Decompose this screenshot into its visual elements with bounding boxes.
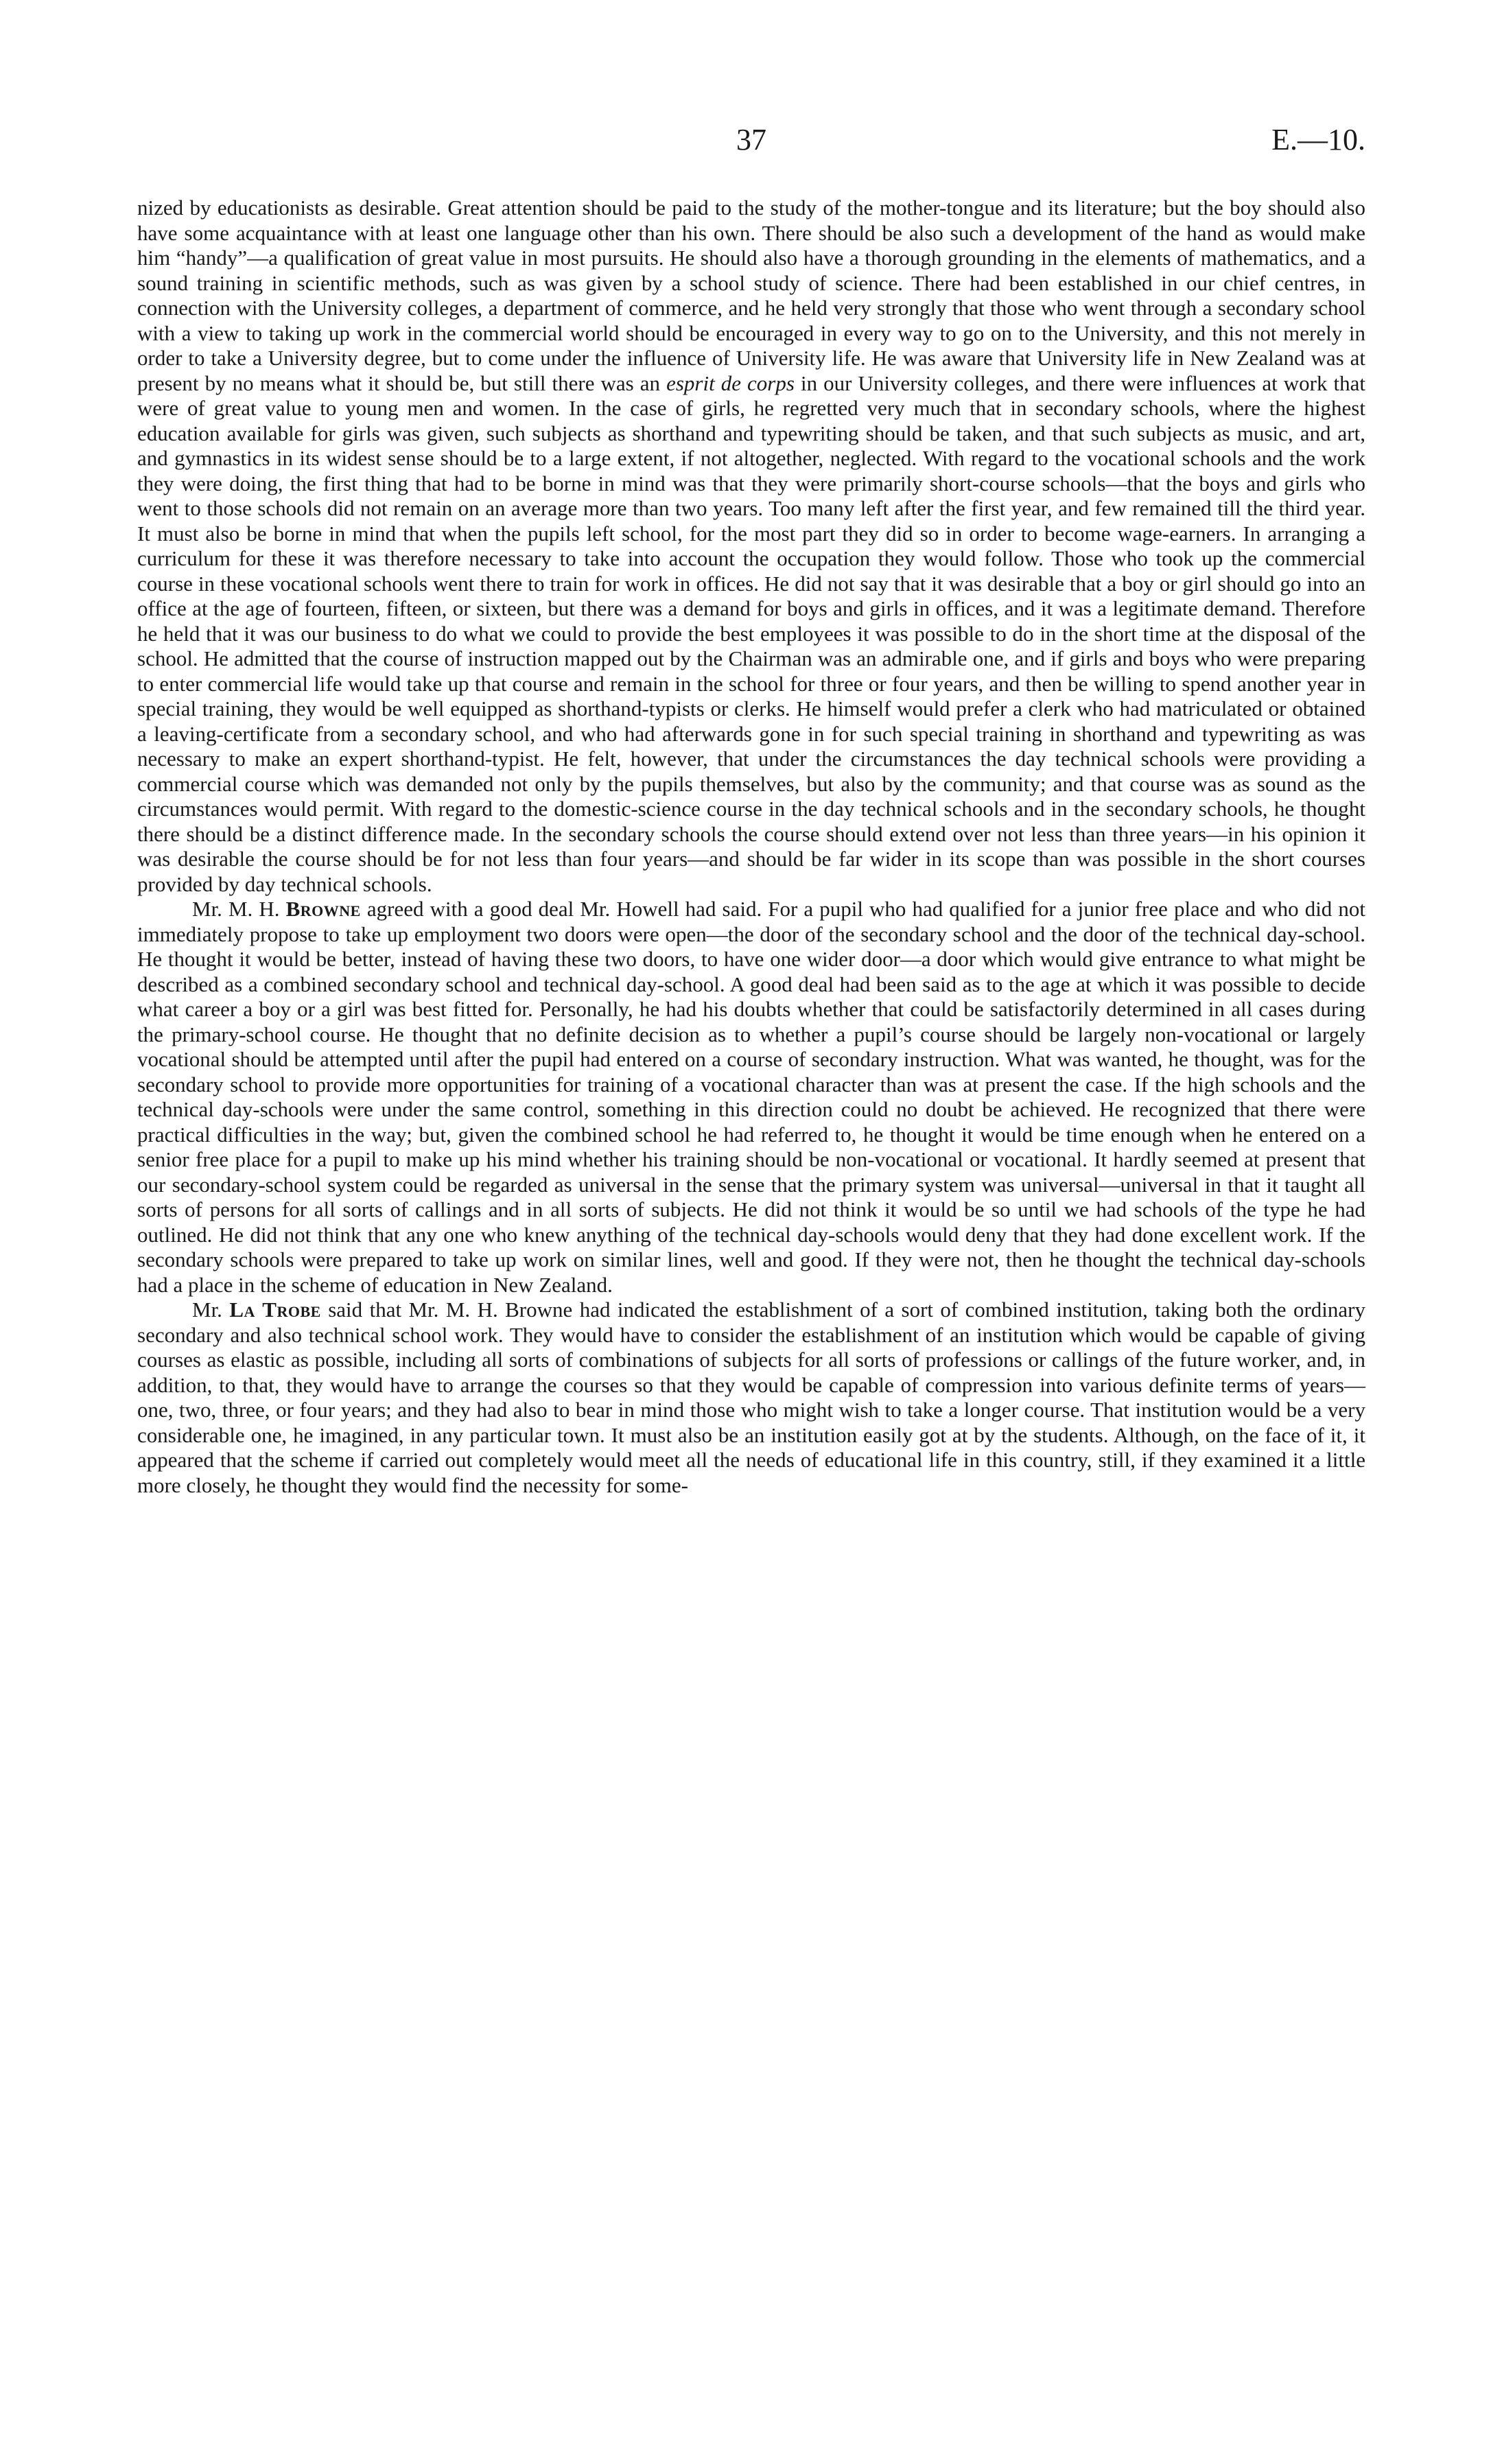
paragraph-browne [137, 897, 1365, 1298]
page-header [137, 122, 1365, 163]
paragraph-text: nized by educationists as desirable. Great attention should be paid to the study of the mother-tongue and its literature; but the boy should also have some acquaintance with at least one language other than his own. There should be also such a development of the hand as would make him “handy”—a qualification of great value in most pursuits. He should also have a thorough grounding in the elements of mathematics, and a sound training in scientific methods, such as was given by a school study of science. There had been established in our chief centres, in connection with the University colleges, a department of commerce, and he held very strongly that those who went through a secondary school with a view to taking up work in the commercial world should be encouraged in every way to go on to the University, and this not merely in order to take a University degree, but to come under the influence of University life. He was aware that University life in New Zealand was at present by no means what it should be, but still there was an [137, 196, 1365, 395]
paragraph-text: in our University colleges, and there were influences at work that were of great value to young men and women. In the case of girls, he regretted very much that in secondary schools, where the highest education available for girls was given, such subjects as shorthand and typewriting should be taken, and that such subjects as music, and art, and gymnastics in its widest sense should be to a large extent, if not altogether, neglected. With regard to the vocational schools and the work they were doing, the first thing that had to be borne in mind was that they were primarily short-course schools—that the boys and girls who went to those schools did not remain on an average more than two years. Too many left after the first year, and few remained till the third year. It must also be borne in mind that when the pupils left school, for the most part they did so in order to become wage-earners. In arranging a curriculum for these it was therefore necessary to take into account the occupation they would follow. Those who took up the commercial course in these vocational schools went there to train for work in offices. He did not say that it was desirable that a boy or girl should go into an office at the age of fourteen, fifteen, or sixteen, but there was a demand for boys and girls in offices, and it was a legitimate demand. Therefore he held that it was our business to do what we could to provide the best employees it was possible to do in the short time at the disposal of the school. He admitted that the course of instruction mapped out by the Chairman was an admirable one, and if girls and boys who were preparing to enter commercial life would take up that course and remain in the school for three or four years, and then be willing to spend another year in special training, they would be well equipped as shorthand-typists or clerks. He himself would prefer a clerk who had matriculated or obtained a leaving-certificate from a secondary school, and who had afterwards gone in for such special training in shorthand and typewriting as was necessary to make an expert shorthand-typist. He felt, however, that under the circumstances the day technical schools were providing a commercial course which was demanded not only by the pupils themselves, but also by the community; and that course was as sound as the circumstances would permit. With regard to the domestic-science course in the day technical schools and in the secondary schools, he thought there should be a distinct difference made. In the secondary schools the course should extend over not less than three years—in his opinion it was desirable the course should be for not less than four years—and should be far wider in its scope than was possible in the short courses provided by day technical schools. [137, 371, 1365, 896]
page-number: 37 [736, 123, 766, 156]
speaker-name: La Trobe [229, 1298, 321, 1322]
paragraph-continuation [137, 196, 1365, 897]
speaker-title: Mr. [192, 1298, 230, 1322]
speaker-title: Mr. M. H. [192, 897, 286, 921]
paragraph-la-trobe [137, 1298, 1365, 1498]
paragraph-text: said that Mr. M. H. Browne had indicated the establishment of a sort of combined institution, taking both the ordinary secondary and also technical school work. They would have to consider the establishment of an institution which would be capable of giving courses as elastic as possible, including all sorts of combinations of subjects for all sorts of professions or callings of the future worker, and, in addition, to that, they would have to arrange the courses so that they would be capable of compression into various definite terms of years—one, two, three, or four years; and they had also to bear in mind those who might wish to take a longer course. That institution would be a very considerable one, he imagined, in any particular town. It must also be an institution easily got at by the students. Although, on the face of it, it appeared that the scheme if carried out completely would meet all the needs of educational life in this country, still, if they examined it a little more closely, he thought they would find the necessity for some- [137, 1298, 1365, 1497]
paragraph-text: agreed with a good deal Mr. Howell had said. For a pupil who had qualified for a junior free place and who did not immediately propose to take up employment two doors were open—the door of the secondary school and the door of the technical day-school. He thought it would be better, instead of having these two doors, to have one wider door—a door which would give entrance to what might be described as a combined secondary school and technical day-school. A good deal had been said as to the age at which it was possible to decide what career a boy or a girl was best fitted for. Personally, he had his doubts whether that could be satisfactorily determined in all cases during the primary-school course. He thought that no definite decision as to whether a pupil’s course should be largely non-vocational or largely vocational should be attempted until after the pupil had entered on a course of secondary instruction. What was wanted, he thought, was for the secondary school to provide more opportunities for training of a vocational character than was at present the case. If the high schools and the technical day-schools were under the same control, something in this direction could no doubt be achieved. He recognized that there were practical difficulties in the way; but, given the combined school he had referred to, he thought it would be time enough when he entered on a senior free place for a pupil to make up his mind whether his training should be non-vocational or vocational. It hardly seemed at present that our secondary-school system could be regarded as universal in the sense that the primary system was universal—universal in that it taught all sorts of persons for all sorts of callings and in all sorts of subjects. He did not think it would be so until we had schools of the type he had outlined. He did not think that any one who knew anything of the technical day-schools would deny that they had done excellent work. If the secondary schools were prepared to take up work on similar lines, well and good. If they were not, then he thought the technical day-schools had a place in the scheme of education in New Zealand. [137, 897, 1365, 1297]
speaker-name: Browne [285, 897, 361, 921]
italic-phrase: esprit de corps [666, 371, 795, 395]
document-reference: E.—10. [1271, 123, 1365, 156]
body-text [137, 196, 1365, 1498]
